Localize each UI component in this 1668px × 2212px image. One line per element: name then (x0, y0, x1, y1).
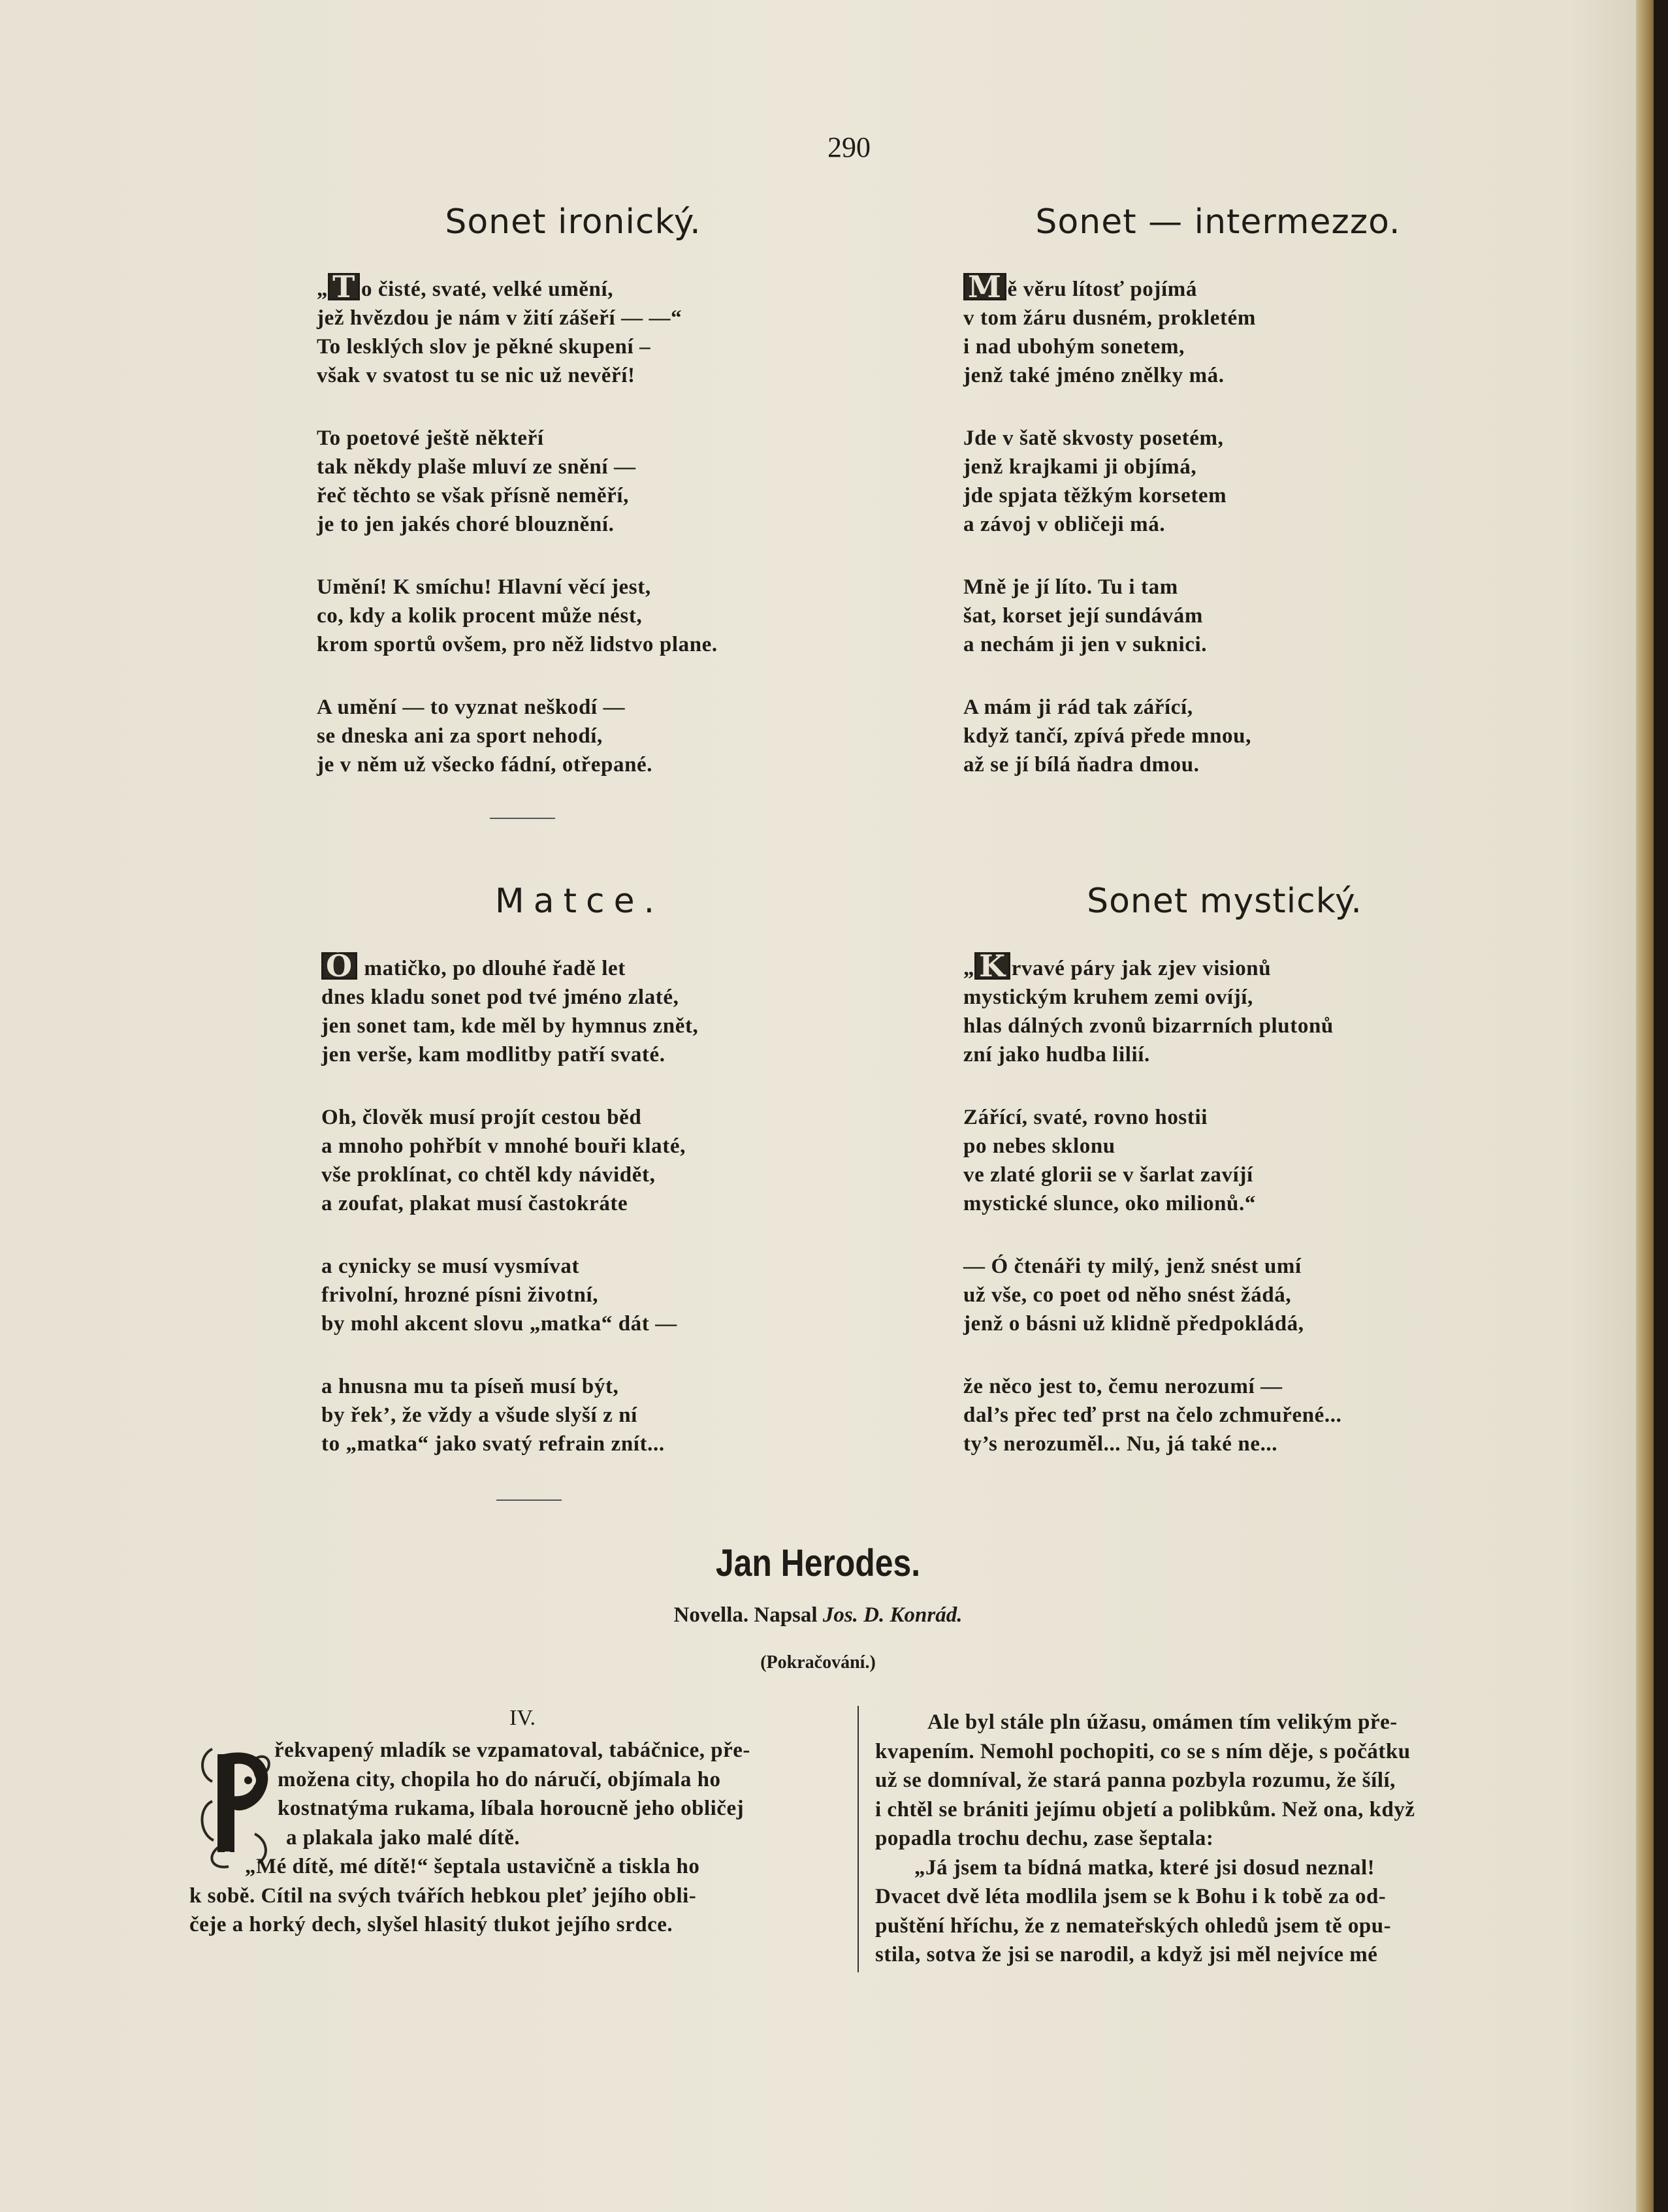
poem-stanza (963, 948, 1499, 1069)
prose-line: „Já jsem ta bídná matka, které jsi dosud neznal! (914, 1855, 1375, 1880)
poem-line: je v něm už všecko fádní, otřepané. (317, 753, 653, 777)
opening-quote: „ (317, 278, 329, 301)
poem-line: by mohl akcent slovu „matka“ dát — (321, 1312, 677, 1336)
story-left-column (189, 1736, 836, 1940)
poem-title: Sonet ironický. (445, 202, 701, 242)
section-divider (490, 818, 555, 819)
story-genre: Novella. Napsal (673, 1603, 818, 1627)
opening-quote: „ (963, 957, 975, 980)
poem-line: po nebes sklonu (963, 1134, 1115, 1158)
poem-line: Jde v šatě skvosty posetém, (963, 426, 1224, 450)
first-line-text: rvavé páry jak zjev visionů (1011, 957, 1272, 980)
poem-line: a zoufat, plakat musí častokráte (321, 1192, 628, 1215)
poem-line: mystické slunce, oko milionů.“ (963, 1192, 1256, 1215)
page-number: 290 (827, 131, 871, 163)
poem-sonet-intermezzo (963, 202, 1499, 813)
poem-stanza (321, 1372, 857, 1458)
poem-title: Sonet mystický. (1087, 882, 1362, 921)
continuation-note: (Pokračování.) (760, 1652, 876, 1673)
prose-line: řekvapený mladík se vzpamatoval, tabáčnice, pře- (274, 1739, 750, 1762)
column-divider (858, 1706, 859, 1972)
poem-line: a cynicky se musí vysmívat (321, 1255, 580, 1278)
poem-sonet-ironicky (317, 202, 852, 813)
poem-line: hlas dálných zvonů bizarrních plutonů (963, 1014, 1334, 1038)
poem-title: Sonet — intermezzo. (1035, 202, 1401, 242)
prose-line: kvapením. Nemohl pochopiti, co se s ním děje, s počátku (875, 1739, 1411, 1763)
ornamental-initial: M (963, 273, 1006, 300)
poem-line: dal’s přec teď prst na čelo zchmuřené... (963, 1403, 1342, 1427)
poem-line: jež hvězdou je nám v žití zášeří — —“ (317, 306, 682, 330)
poem-line: řeč těchto se však přísně neměří, (317, 484, 630, 507)
prose-line: i chtěl se brániti jejímu objetí a polibkům. Než ona, když (875, 1797, 1415, 1821)
prose-line: stila, sotva že jsi se narodil, a když jsi měl nejvíce mé (875, 1943, 1378, 1966)
poem-stanza (321, 1103, 857, 1218)
poem-line: a nechám ji jen v suknici. (963, 633, 1208, 656)
poem-line: dnes kladu sonet pod tvé jméno zlaté, (321, 986, 679, 1009)
poem-stanza (963, 269, 1499, 390)
poem-stanza (317, 693, 852, 779)
first-line-text: o čisté, svaté, velké umění, (361, 278, 614, 301)
poem-line: Oh, člověk musí projít cestou běd (321, 1106, 642, 1129)
poem-line: i nad ubohým sonetem, (963, 335, 1185, 359)
poem-line: jenž také jméno znělky má. (963, 364, 1225, 387)
poem-sonet-mysticky (963, 882, 1499, 1492)
poem-line: ty’s nerozuměl... Nu, já také ne... (963, 1432, 1278, 1456)
story-author: Jos. D. Konrád. (822, 1603, 963, 1627)
poem-line: co, kdy a kolik procent může nést, (317, 604, 643, 628)
poem-title: Matce. (494, 882, 664, 921)
prose-line: „Mé dítě, mé dítě!“ šeptala ustavičně a tiskla ho (245, 1855, 700, 1878)
prose-line: možena city, chopila ho do náručí, objímala ho (278, 1767, 721, 1791)
prose-line: Dvacet dvě léta modlila jsem se k Bohu i k tobě za od- (875, 1885, 1387, 1908)
poem-line: Mně je jí líto. Tu i tam (963, 575, 1178, 599)
poem-line: by řek’, že vždy a všude slyší z ní (321, 1403, 637, 1427)
poem-line: vše proklínat, co chtěl kdy návidět, (321, 1163, 656, 1187)
story-title: Jan Herodes. (715, 1542, 921, 1584)
first-line-text: ě věru lítosť pojímá (1007, 278, 1197, 301)
poem-line: zní jako hudba lilií. (963, 1043, 1150, 1066)
poem-line: To poetové ještě někteří (317, 426, 544, 450)
poem-line: už vše, co poet od něho snést žádá, (963, 1283, 1292, 1307)
poem-line: jenž krajkami ji objímá, (963, 455, 1197, 479)
poem-line: a mnoho pohřbít v mnohé bouři klaté, (321, 1134, 686, 1158)
poem-line (317, 269, 852, 304)
poem-line (321, 948, 857, 984)
poem-line: A umění — to vyznat neškodí — (317, 696, 626, 719)
poem-stanza (963, 693, 1499, 779)
poem-line: mystickým kruhem zemi ovíjí, (963, 986, 1253, 1009)
poem-stanza (317, 573, 852, 659)
poem-stanza (317, 269, 852, 390)
prose-line: už se domníval, že stará panna pozbyla rozumu, že šílí, (875, 1769, 1396, 1792)
dropcap-letter: P (224, 1850, 233, 1863)
prose-line: puštění hříchu, že z nemateřských ohledů jsem tě opu- (875, 1914, 1392, 1938)
poem-stanza (963, 573, 1499, 659)
prose-line: k sobě. Cítil na svých tvářích hebkou pleť jejího obli- (189, 1883, 697, 1908)
prose-line: a plakala jako malé dítě. (286, 1825, 521, 1850)
ornamental-initial: T (328, 273, 360, 300)
poem-line: jde spjata těžkým korsetem (963, 484, 1227, 507)
poem-line: jen sonet tam, kde měl by hymnus znět, (321, 1014, 699, 1038)
poem-line: a hnusna mu ta píseň musí být, (321, 1375, 619, 1398)
poem-stanza (963, 424, 1499, 539)
poem-line (963, 269, 1499, 304)
poem-line: ve zlaté glorii se v šarlat zavíjí (963, 1163, 1253, 1187)
poem-line: v tom žáru dusném, prokletém (963, 306, 1256, 330)
poem-stanza (321, 948, 857, 1069)
poem-line: a závoj v obličeji má. (963, 513, 1166, 536)
story-right-column (875, 1708, 1528, 1970)
poem-line: šat, korset její sundávám (963, 604, 1203, 628)
poem-line: krom sportů ovšem, pro něž lidstvo plane. (317, 633, 718, 656)
poem-line: až se jí bílá ňadra dmou. (963, 753, 1200, 777)
poem-line: se dneska ani za sport nehodí, (317, 724, 603, 748)
poem-line: A mám ji rád tak zářící, (963, 696, 1193, 719)
story-subtitle (0, 1603, 1636, 1627)
poem-stanza (317, 424, 852, 539)
poem-line: frivolní, hrozné písni životní, (321, 1283, 599, 1307)
ornamental-initial: Ó (321, 952, 357, 980)
first-line-text: matičko, po dlouhé řadě let (364, 957, 626, 980)
poem-stanza (963, 1252, 1499, 1338)
prose-line: čeje a horký dech, slyšel hlasitý tlukot jejího srdce. (189, 1913, 673, 1936)
poem-line: Zářící, svaté, rovno hostii (963, 1106, 1208, 1129)
poem-stanza (963, 1372, 1499, 1458)
chapter-number: IV. (509, 1706, 536, 1730)
prose-line: Ale byl stále pln úžasu, omámen tím velikým pře- (927, 1710, 1398, 1734)
poem-line: že něco jest to, čemu nerozumí — (963, 1375, 1283, 1398)
poem-line (963, 948, 1499, 984)
ornamental-initial: K (974, 952, 1010, 980)
poem-stanza (963, 1103, 1499, 1218)
poem-stanza (321, 1252, 857, 1338)
section-divider (496, 1499, 562, 1501)
poem-line: To lesklých slov je pěkné skupení – (317, 335, 651, 359)
poem-line: jenž o básni už klidně předpokládá, (963, 1312, 1304, 1336)
poem-line: jen verše, kam modlitby patří svaté. (321, 1043, 666, 1066)
poem-line: je to jen jakés choré blouznění. (317, 513, 615, 536)
poem-line: však v svatost tu se nic už nevěří! (317, 364, 635, 387)
poem-line: to „matka“ jako svatý refrain znít... (321, 1432, 665, 1456)
poem-line: tak někdy plaše mluví ze snění — (317, 455, 636, 479)
prose-line: popadla trochu dechu, zase šeptala: (875, 1827, 1214, 1850)
book-edge (1654, 0, 1668, 2212)
poem-line: Umění! K smíchu! Hlavní věcí jest, (317, 575, 651, 599)
poem-line: když tančí, zpívá přede mnou, (963, 724, 1251, 748)
poem-line: — Ó čtenáři ty milý, jenž snést umí (963, 1255, 1302, 1278)
prose-line: kostnatýma rukama, líbala horoucně jeho obličej (278, 1797, 745, 1820)
poem-matce (321, 882, 857, 1492)
